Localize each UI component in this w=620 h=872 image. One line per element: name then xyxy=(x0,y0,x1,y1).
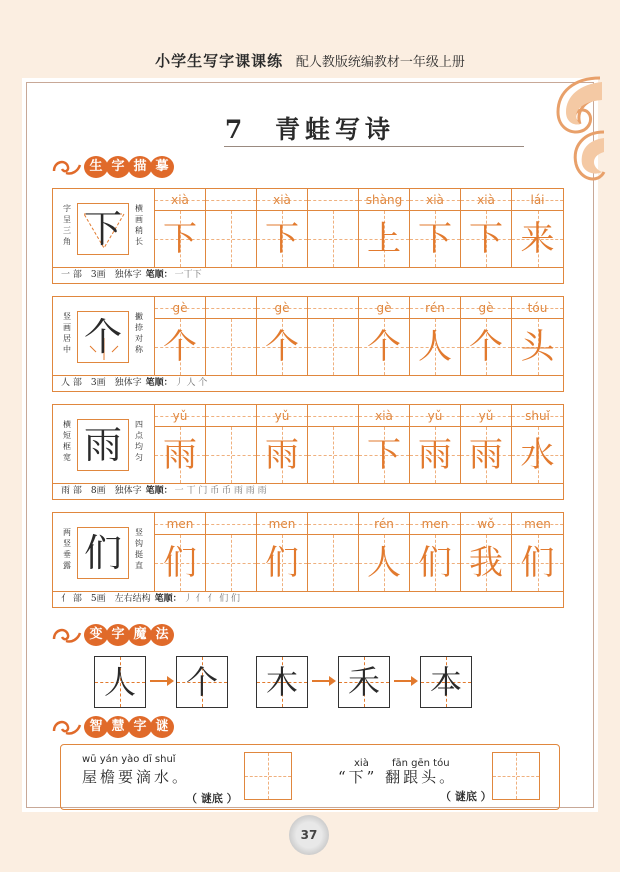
riddle-answer-label: （ 谜底 ） xyxy=(186,792,238,805)
riddle-answer-label: （ 谜底 ） xyxy=(440,790,492,803)
lesson-name: 青蛙写诗 xyxy=(275,115,396,144)
char-info-bar xyxy=(53,267,563,283)
section-char: 智 xyxy=(84,716,108,738)
practice-cell[interactable]: shuǐ 水 xyxy=(512,405,563,483)
stroke-order: 丿 亻 亻 们 们 xyxy=(183,594,241,604)
section-char: 慧 xyxy=(106,716,130,738)
practice-cell[interactable]: yǔ 雨 xyxy=(155,405,206,483)
radical-info: 雨 部 8画 独体字 xyxy=(61,486,142,496)
left-tip: 两 竖 垂 露 xyxy=(63,528,71,570)
demo-char: 下 xyxy=(83,207,122,251)
section-char: 魔 xyxy=(128,624,152,646)
demo-panel xyxy=(53,405,155,483)
section-char: 描 xyxy=(128,156,152,178)
magic-char-box: 个 xyxy=(176,656,228,708)
book-header xyxy=(0,50,620,71)
stroke-order-label: 笔顺： xyxy=(154,594,182,604)
char-info-bar xyxy=(53,591,563,607)
lesson-number: 7 xyxy=(224,115,248,144)
stroke-order-label: 笔顺： xyxy=(145,486,173,496)
practice-cell[interactable]: gè 个 xyxy=(359,297,410,375)
demo-char-box xyxy=(77,527,129,579)
right-tip: 横 画 稍 长 xyxy=(135,204,143,246)
char-block-men xyxy=(52,512,564,608)
section-char: 生 xyxy=(84,156,108,178)
practice-cells xyxy=(155,297,563,375)
arrow-right-icon xyxy=(150,680,172,682)
magic-char-box: 禾 xyxy=(338,656,390,708)
section-char: 谜 xyxy=(150,716,174,738)
riddle-text: 屋檐要滴水。 xyxy=(82,768,191,786)
riddle-pinyin: wū yán yào dī shuǐ xyxy=(82,754,176,765)
demo-panel xyxy=(53,189,155,267)
practice-cell[interactable] xyxy=(206,513,257,591)
arrow-right-icon xyxy=(394,680,416,682)
radical-info: 人 部 3画 独体字 xyxy=(61,378,142,388)
practice-cells xyxy=(155,189,563,267)
demo-char: 雨 xyxy=(83,423,122,467)
section-riddles xyxy=(52,716,172,738)
demo-char-box xyxy=(77,203,129,255)
practice-cell[interactable] xyxy=(308,297,359,375)
title-divider xyxy=(224,146,524,147)
practice-cell[interactable]: xià 下 xyxy=(155,189,206,267)
swirl-icon xyxy=(52,157,82,177)
left-tip: 竖 画 居 中 xyxy=(63,312,71,354)
radical-info: 亻 部 5画 左右结构 xyxy=(61,594,151,604)
magic-char-box: 木 xyxy=(256,656,308,708)
magic-char-box: 人 xyxy=(94,656,146,708)
practice-cell[interactable]: xià 下 xyxy=(410,189,461,267)
practice-cell[interactable] xyxy=(308,513,359,591)
demo-char: 们 xyxy=(83,531,122,575)
demo-char-box xyxy=(77,311,129,363)
riddle-pinyin: xià fān gēn tóu xyxy=(354,758,450,769)
answer-box[interactable] xyxy=(492,752,540,800)
practice-cell[interactable]: yǔ 雨 xyxy=(257,405,308,483)
section-trace-chars xyxy=(52,156,172,178)
practice-cell[interactable]: men 们 xyxy=(155,513,206,591)
practice-cell[interactable]: men 们 xyxy=(410,513,461,591)
practice-cell[interactable]: shàng 上 xyxy=(359,189,410,267)
practice-cell[interactable]: gè 个 xyxy=(257,297,308,375)
stroke-order-label: 笔顺： xyxy=(145,270,173,280)
practice-cell[interactable]: gè 个 xyxy=(461,297,512,375)
practice-cell[interactable]: wǒ 我 xyxy=(461,513,512,591)
magic-char-box: 本 xyxy=(420,656,472,708)
practice-cell[interactable]: rén 人 xyxy=(410,297,461,375)
char-info-bar xyxy=(53,483,563,499)
series-title: 小学生写字课课练 xyxy=(155,52,284,70)
lesson-title xyxy=(0,110,620,146)
char-block-ge xyxy=(52,296,564,392)
stroke-order: 一丅下 xyxy=(174,270,202,280)
practice-cell[interactable]: xià 下 xyxy=(257,189,308,267)
practice-cell[interactable]: lái 来 xyxy=(512,189,563,267)
char-block-yu xyxy=(52,404,564,500)
left-tip: 字 呈 三 角 xyxy=(63,204,71,246)
stroke-order-label: 笔顺： xyxy=(145,378,173,388)
edition-label: 配人教版统编教材一年级上册 xyxy=(295,55,465,70)
section-char: 摹 xyxy=(150,156,174,178)
right-tip: 四 点 均 匀 xyxy=(135,420,143,462)
riddle-text: “下” 翻跟头。 xyxy=(338,768,458,786)
practice-cell[interactable]: yǔ 雨 xyxy=(410,405,461,483)
section-char: 字 xyxy=(128,716,152,738)
practice-cell[interactable]: xià 下 xyxy=(461,189,512,267)
char-info-bar xyxy=(53,375,563,391)
demo-panel xyxy=(53,297,155,375)
practice-cell[interactable] xyxy=(206,189,257,267)
demo-char: 个 xyxy=(83,315,122,359)
radical-info: 一 部 3画 独体字 xyxy=(61,270,142,280)
arrow-right-icon xyxy=(312,680,334,682)
practice-cell[interactable]: men 们 xyxy=(257,513,308,591)
right-tip: 撇 捺 对 称 xyxy=(135,312,143,354)
demo-panel xyxy=(53,513,155,591)
practice-cell[interactable]: rén 人 xyxy=(359,513,410,591)
practice-cell[interactable] xyxy=(308,189,359,267)
stroke-order: 一 丅 门 币 币 雨 雨 雨 xyxy=(174,486,267,496)
right-tip: 竖 钩 挺 直 xyxy=(135,528,143,570)
swirl-icon xyxy=(52,625,82,645)
swirl-icon xyxy=(52,717,82,737)
left-tip: 横 短 框 宽 xyxy=(63,420,71,462)
practice-cell[interactable]: tóu 头 xyxy=(512,297,563,375)
practice-cells xyxy=(155,405,563,483)
practice-cell[interactable]: men 们 xyxy=(512,513,563,591)
practice-cell[interactable]: gè 个 xyxy=(155,297,206,375)
section-char: 字 xyxy=(106,156,130,178)
answer-box[interactable] xyxy=(244,752,292,800)
demo-char-box xyxy=(77,419,129,471)
section-char: 法 xyxy=(150,624,174,646)
page-number: 37 xyxy=(289,815,329,855)
practice-cell[interactable] xyxy=(206,297,257,375)
practice-cell[interactable] xyxy=(308,405,359,483)
practice-cell[interactable]: yǔ 雨 xyxy=(461,405,512,483)
section-char-magic xyxy=(52,624,172,646)
stroke-order: 丿 人 个 xyxy=(174,378,208,388)
section-char: 变 xyxy=(84,624,108,646)
char-block-xia xyxy=(52,188,564,284)
practice-cell[interactable] xyxy=(206,405,257,483)
practice-cells xyxy=(155,513,563,591)
section-char: 字 xyxy=(106,624,130,646)
practice-cell[interactable]: xià 下 xyxy=(359,405,410,483)
